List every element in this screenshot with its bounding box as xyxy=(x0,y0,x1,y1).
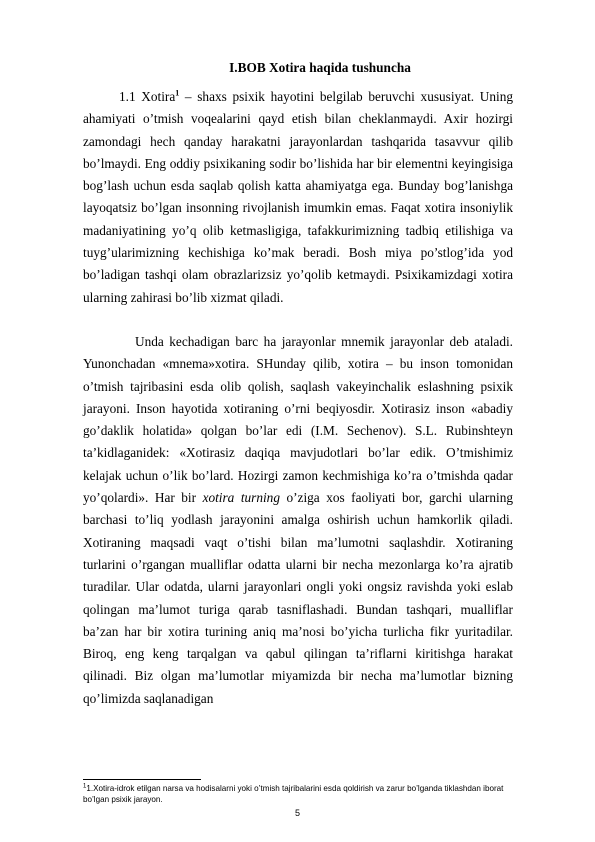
footnote-separator xyxy=(83,779,201,780)
paragraph-2 xyxy=(83,331,513,710)
paragraph-1-lead: 1.1 Xotira xyxy=(119,89,176,104)
paragraph-2-text-a: Unda kechadigan barc ha jarayonlar mnemik jarayonlar deb ataladi. Yunonchadan «mnema»xotira. SHunday qilib, xotira – bu inson tomonidan o’tmish tajribasini esda olib qolish, saqlash vakeyinchalik eslashning psixik jarayoni. Inson hayotida xotiraning o’rni beqiyosdir. Xotirasiz inson «abadiy go’daklik holatida» qolgan bo’lar edi (I.M. Sechenov). S.L. Rubinshteyn ta’kidlaganidek: «Xotirasiz daqiqa mavjudotlari bo’lar edik. O’tmishimiz kelajak uchun o’lik bo’lard. Hozirgi zamon kechmishiga ko’ra o’tmishda qadar yo’qolardi». Har bir xyxy=(83,334,513,506)
footnote-marker: 1 xyxy=(83,783,87,790)
paragraph-2-text-b: o’ziga xos faoliyati bor, garchi ularning barchasi to’liq yodlash jarayonini amalga oshirish uchun hamkorlik qiladi. Xotiraning maqsadi vaqt o’tishi bilan ma’lumotni saqlashdir. Xotiraning turlarini o’rgangan mualliflar odatta ularni bir necha mezonlarga ko’ra ajratib turadilar. Ular odatda, ularni jarayonlari ongli yoki ongsiz ravishda yoki eslab qolingan ma’lumot turiga qarab tasniflashadi. Bundan tashqari, mualliflar ba’zan har bir xotira turining aniq ma’nosi bo’yicha turlicha fikr yuritadilar. Biroq, eng keng tarqalgan va qabul qilingan ta’riflarni kiritishga harakat qilinadi. Biz olgan ma’lumotlar miyamizda bir necha ma’lumotlar bizning qo’limizda saqlanadigan xyxy=(83,490,514,706)
chapter-heading: I.BOB Xotira haqida tushuncha xyxy=(229,60,411,75)
footnote-text: 1.Xotira-idrok etilgan narsa va hodisalarni yoki o’tmish tajribalarini esda qoldirish va zarur bo’lganda tiklashdan iborat bo’lgan psixik jarayon. xyxy=(83,784,504,805)
paragraph-1 xyxy=(83,86,513,309)
paragraph-2-italic-term: xotira turning xyxy=(202,490,280,506)
footnote-reference: 1 xyxy=(175,88,180,98)
page-number: 5 xyxy=(294,808,300,818)
footnote xyxy=(83,783,513,805)
paragraph-1-text: – shaxs psixik hayotini belgilab beruvchi xususiyat. Uning ahamiyati o’tmish voqealarini qayd etish bilan cheklanmaydi. Axir hozirgi zamondagi hech qanday harakatni jarayonlardan tashqarida tasavvur qilib bo’lmaydi. Eng oddiy psixikaning sodir bo’lishida har bir elementni keyingisiga bog’lash uchun esda saqlab qolish katta ahamiyatga ega. Bunday bog’lanishga layoqatsiz bo’lgan insonning rivojlanish imumkin emas. Faqat xotira insoniylik madaniyatining yo’q olib ketmasligiga, tafakkurimizning tadbiq etilishiga va tuyg’ularimizning kechishiga ko’mak beradi. Bosh miya po’stlog’ida yod bo’ladigan tashqi olam obrazlarizsiz yo’qolib ketmaydi. Psixikamizdagi xotira ularning zahirasi bo’lib xizmat qiladi. xyxy=(83,89,514,305)
